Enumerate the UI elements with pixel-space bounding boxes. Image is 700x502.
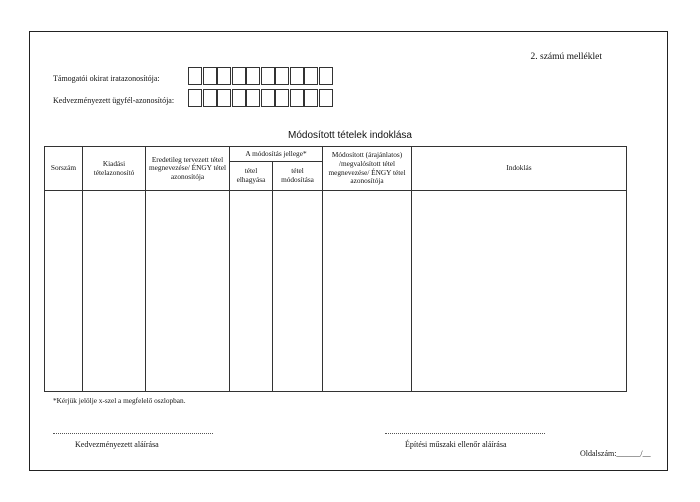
modified-items-table [44, 146, 627, 392]
table-row [45, 191, 627, 392]
serial-cell[interactable] [45, 191, 83, 392]
beneficiary-signature-line[interactable] [53, 433, 213, 434]
id-digit-box[interactable] [203, 89, 217, 107]
id-digit-box[interactable] [246, 67, 260, 85]
beneficiary-id-label: Kedvezményezett ügyfél-azonosítója: [53, 96, 175, 105]
id-digit-box[interactable] [188, 67, 202, 85]
id-digit-box[interactable] [217, 89, 231, 107]
item-modified-cell[interactable] [273, 191, 323, 392]
beneficiary-signature-label: Kedvezményezett aláírása [75, 440, 159, 449]
id-digit-box[interactable] [275, 89, 289, 107]
modified-item-cell[interactable] [323, 191, 412, 392]
grant-document-id-label: Támogatói okirat iratazonosítója: [53, 74, 160, 83]
grant-document-id-boxes[interactable] [188, 67, 333, 85]
id-digit-box[interactable] [188, 89, 202, 107]
id-digit-box[interactable] [217, 67, 231, 85]
header-serial: Sorszám [45, 147, 83, 191]
header-item-modified: tétel módosítása [273, 162, 323, 191]
id-digit-box[interactable] [261, 89, 275, 107]
header-item-id: Kiadási tételazonosító [83, 147, 146, 191]
header-reason: Indoklás [412, 147, 627, 191]
form-title: Módosított tételek indoklása [288, 130, 412, 141]
id-digit-box[interactable] [246, 89, 260, 107]
id-digit-box[interactable] [232, 89, 246, 107]
id-digit-box[interactable] [261, 67, 275, 85]
inspector-signature-label: Építési műszaki ellenőr aláírása [405, 440, 507, 449]
reason-cell[interactable] [412, 191, 627, 392]
id-digit-box[interactable] [304, 67, 318, 85]
id-digit-box[interactable] [319, 89, 333, 107]
header-item-dropped: tétel elhagyása [230, 162, 273, 191]
beneficiary-id-boxes[interactable] [188, 89, 333, 107]
annex-label: 2. számú melléklet [530, 52, 602, 62]
inspector-signature-line[interactable] [385, 433, 545, 434]
id-digit-box[interactable] [275, 67, 289, 85]
item-dropped-cell[interactable] [230, 191, 273, 392]
page-number: Oldalszám:______/__ [580, 449, 651, 458]
id-digit-box[interactable] [304, 89, 318, 107]
id-digit-box[interactable] [319, 67, 333, 85]
id-digit-box[interactable] [203, 67, 217, 85]
header-modified-item: Módosított (árajánlatos) /megvalósított tétel megnevezése/ ÉNGY tétel azonosítója [323, 147, 412, 191]
id-digit-box[interactable] [232, 67, 246, 85]
id-digit-box[interactable] [290, 67, 304, 85]
item-id-cell[interactable] [83, 191, 146, 392]
id-digit-box[interactable] [290, 89, 304, 107]
footnote: *Kérjük jelölje x-szel a megfelelő oszlopban. [53, 396, 186, 405]
header-original-item: Eredetileg tervezett tétel megnevezése/ ÉNGY tétel azonosítója [146, 147, 230, 191]
header-modification-type: A módosítás jellege* [230, 147, 323, 162]
original-item-cell[interactable] [146, 191, 230, 392]
